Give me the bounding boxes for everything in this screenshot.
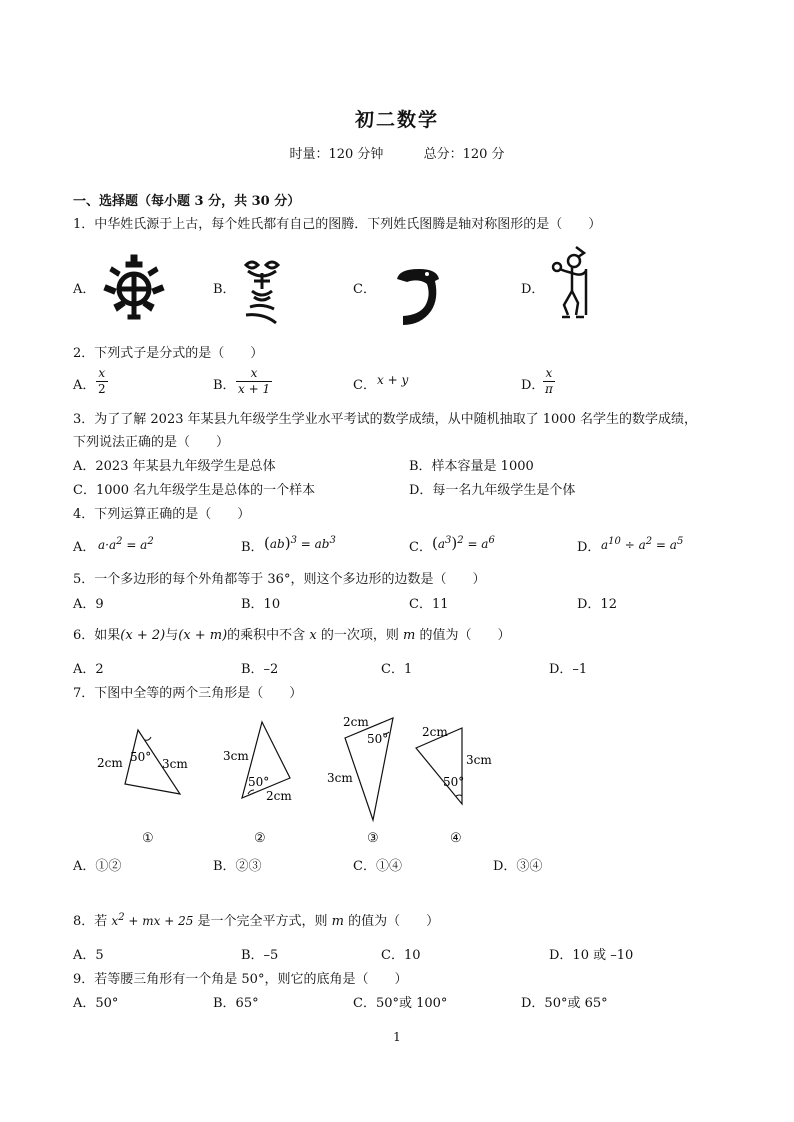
- q2-option-a-fraction: $\frac{x}{2}$: [98, 366, 106, 396]
- q2-stem: 2．下列式子是分式的是（ ）: [73, 346, 264, 361]
- q7-option-c: C．①④: [353, 859, 402, 874]
- q4-option-d-expr: $a^{10} \div a^2 = a^5$: [601, 536, 684, 552]
- triangle-3-angle: 50°: [367, 732, 389, 746]
- q5-option-d: D．12: [577, 597, 617, 612]
- q7-option-a: A．①②: [73, 859, 122, 874]
- triangle-4-top-side: 2cm: [422, 725, 448, 739]
- q4-option-d-label: D．: [577, 540, 601, 555]
- q2-option-b-label: B．: [213, 378, 236, 393]
- triangle-4-number: ④: [450, 831, 462, 846]
- q9-option-c: C．50°或 100°: [353, 996, 448, 1011]
- q7-stem: 7．下图中全等的两个三角形是（ ）: [73, 686, 303, 701]
- q2-option-b-fraction: $\frac{x}{x + 1}$: [238, 366, 271, 396]
- q5-option-c: C．11: [409, 597, 449, 612]
- q4-option-a-label: A．: [73, 540, 96, 555]
- triangle-2-left-side: 3cm: [223, 749, 249, 763]
- triangle-3-left-side: 3cm: [327, 771, 353, 785]
- page-title: 初二数学: [354, 109, 439, 131]
- triangle-1-left-side: 2cm: [97, 756, 123, 770]
- q8-option-a: A．5: [73, 948, 104, 963]
- q1-option-d-label: D．: [521, 282, 545, 297]
- q4-stem: 4．下列运算正确的是（ ）: [73, 507, 251, 522]
- q4-option-b-label: B．: [241, 540, 264, 555]
- q3-option-b: B．样本容量是 1000: [409, 459, 534, 474]
- q3-option-a: A．2023 年某县九年级学生是总体: [73, 459, 276, 474]
- q6-option-a: A．2: [73, 662, 104, 677]
- q8-stem: 8．若 $x^2$ + mx + 25 是一个完全平方式，则 m 的值为（ ）: [73, 912, 440, 929]
- dancer-totem-icon: [548, 245, 596, 325]
- q2-option-d-label: D．: [521, 378, 545, 393]
- q9-option-a: A．50°: [73, 996, 119, 1011]
- q3-stem-line2: 下列说法正确的是（ ）: [73, 435, 230, 450]
- page-number: 1: [393, 1030, 401, 1044]
- exam-meta: [0, 143, 794, 162]
- q6-option-d: D．–1: [549, 662, 588, 677]
- q2-option-c-label: C．: [353, 378, 376, 393]
- q9-option-b: B．65°: [213, 996, 259, 1011]
- q4-option-b-expr: $(ab)^3 = ab^3$: [264, 534, 336, 552]
- triangle-1-right-side: 3cm: [162, 757, 188, 771]
- triangle-2-number: ②: [254, 831, 266, 846]
- q6-option-c: C．1: [381, 662, 413, 677]
- q5-stem: 5．一个多边形的每个外角都等于 36°，则这个多边形的边数是（ ）: [73, 572, 486, 587]
- q3-stem-line1: 3．为了了解 2023 年某县九年级学生学业水平考试的数学成绩，从中随机抽取了 1000 名学生的数学成绩，: [73, 412, 697, 427]
- triangle-4-figure: [410, 720, 494, 810]
- triangle-2-figure: [220, 718, 300, 806]
- q2-option-a-label: A．: [73, 378, 96, 393]
- exam-time: 时量：120 分钟: [289, 147, 384, 162]
- q9-option-d: D．50°或 65°: [521, 996, 608, 1011]
- tortoise-totem-icon: [102, 253, 166, 323]
- q4-option-c-label: C．: [409, 540, 432, 555]
- triangle-3-top-side: 2cm: [343, 715, 369, 729]
- q3-option-d: D．每一名九年级学生是个体: [409, 483, 576, 498]
- q8-option-d: D．10 或 –10: [549, 948, 634, 963]
- triangle-3-figure: [325, 712, 405, 824]
- q8-option-c: C．10: [381, 948, 421, 963]
- triangle-1-angle: 50°: [130, 750, 152, 764]
- triangle-2-bottom-side: 2cm: [266, 789, 292, 803]
- exam-total: 总分：120 分: [423, 147, 505, 162]
- q1-stem: 1．中华姓氏源于上古，每个姓氏都有自己的图腾．下列姓氏图腾是轴对称图形的是（ ）: [73, 217, 602, 232]
- q1-option-b-label: B．: [213, 282, 236, 297]
- section-heading: 一、选择题（每小题 3 分，共 30 分）: [73, 194, 301, 209]
- q4-option-a-expr: $a\cdot a^2 = a^2$: [98, 536, 154, 552]
- triangle-2-angle: 50°: [248, 775, 270, 789]
- q3-option-c: C．1000 名九年级学生是总体的一个样本: [73, 483, 316, 498]
- q5-option-a: A．9: [73, 597, 104, 612]
- q2-option-c-expr: x + y: [377, 373, 409, 387]
- triangle-3-number: ③: [367, 831, 379, 846]
- q5-option-b: B．10: [241, 597, 281, 612]
- mask-totem-icon: [240, 257, 284, 325]
- dragon-totem-icon: [393, 265, 443, 327]
- q8-expression: $x^2$ + mx + 25: [111, 912, 194, 928]
- triangle-1-figure: [95, 722, 195, 802]
- q1-option-a-label: A．: [73, 282, 96, 297]
- q8-option-b: B．–5: [241, 948, 279, 963]
- q7-option-d: D．③④: [493, 859, 543, 874]
- triangle-4-right-side: 3cm: [466, 753, 492, 767]
- triangle-1-number: ①: [142, 831, 154, 846]
- q2-option-d-fraction: $\frac{x}{\pi}$: [545, 366, 553, 396]
- q4-option-c-expr: $(a^3)^2 = a^6$: [432, 534, 495, 552]
- q6-stem: 6．如果(x + 2)与(x + m)的乘积中不含 x 的一次项，则 m 的值为（ ）: [73, 628, 511, 643]
- q7-option-b: B．②③: [213, 859, 262, 874]
- q1-option-c-label: C．: [353, 282, 376, 297]
- triangle-4-angle: 50°: [443, 775, 465, 789]
- q6-option-b: B．–2: [241, 662, 279, 677]
- q9-stem: 9．若等腰三角形有一个角是 50°，则它的底角是（ ）: [73, 972, 408, 987]
